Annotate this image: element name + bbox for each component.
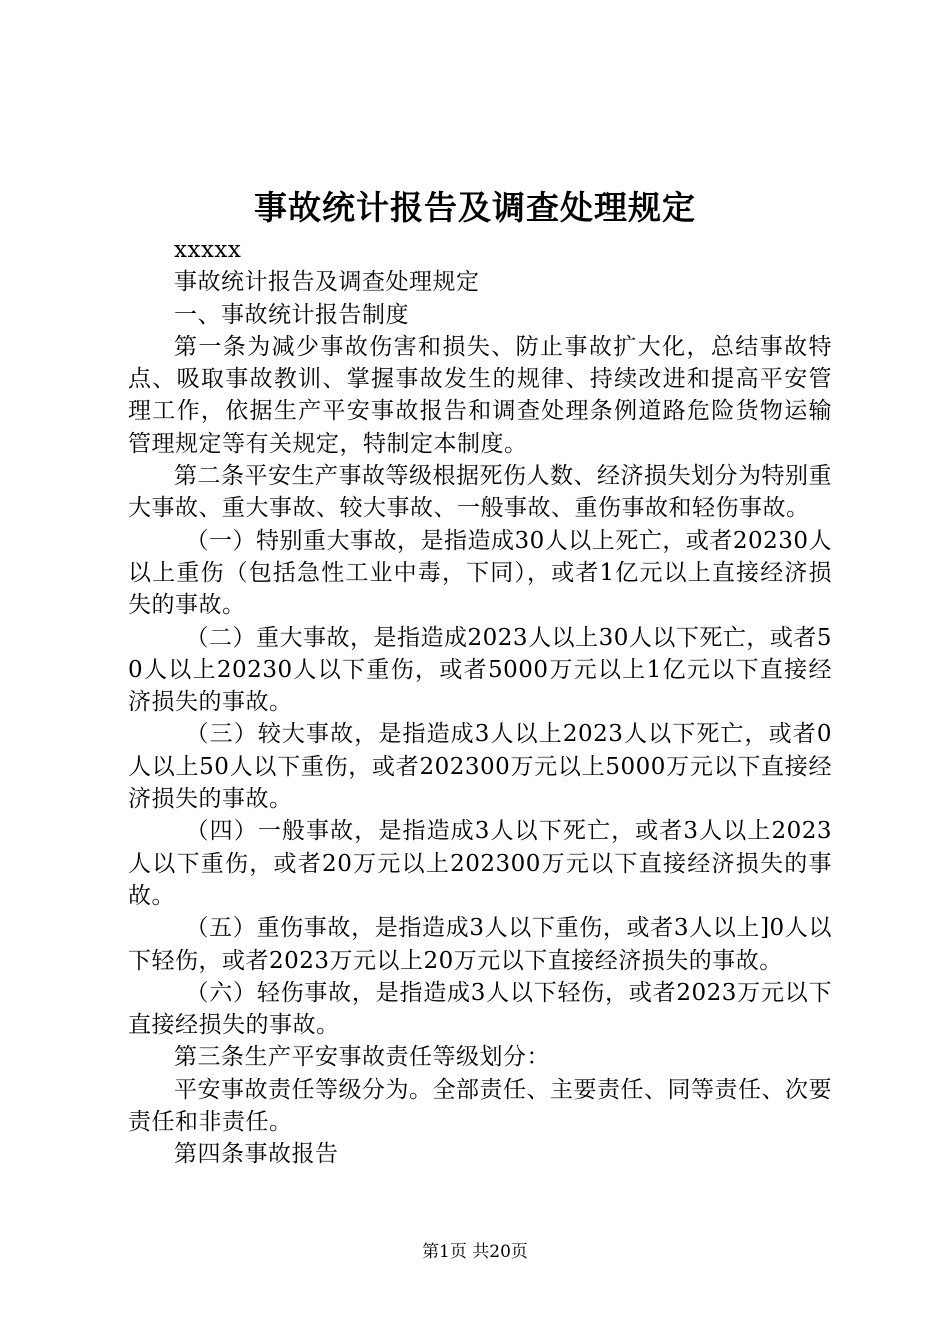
paragraph-item-3: （三）较大事故，是指造成3人以上2023人以下死亡，或者0人以上50人以下重伤，或者202300万元以上5000万元以下直接经济损失的事故。 — [128, 721, 832, 813]
paragraph-item-5: （五）重伤事故，是指造成3人以下重伤，或者3人以上]0人以下轻伤，或者2023万元以上20万元以下直接经济损失的事故。 — [128, 915, 832, 974]
section-heading: 一、事故统计报告制度 — [174, 301, 409, 328]
paragraph-item-1: （一）特别重大事故，是指造成30人以上死亡，或者20230人以上重伤（包括急性工业中毒，下同），或者1亿元以上直接经济损失的事故。 — [128, 527, 832, 619]
paragraph-item-6: （六）轻伤事故，是指造成3人以下轻伤，或者2023万元以下直接经损失的事故。 — [128, 979, 832, 1039]
paragraph-item-2: （二）重大事故，是指造成2023人以上30人以下死亡，或者50人以上20230人以下重伤，或者5000万元以上1亿元以下直接经济损失的事故。 — [128, 624, 832, 716]
paragraph-article-2: 第二条平安生产事故等级根据死伤人数、经济损失划分为特别重大事故、重大事故、较大事故、一般事故、重伤事故和轻伤事故。 — [128, 463, 832, 522]
paragraph-article-4: 第四条事故报告 — [174, 1141, 339, 1168]
paragraph-author: xxxxx — [174, 237, 242, 263]
paragraph-item-4: （四）一般事故，是指造成3人以下死亡，或者3人以上2023人以下重伤，或者20万元以上202300万元以下直接经济损失的事故。 — [128, 818, 832, 909]
paragraph-article-3: 第三条生产平安事故责任等级划分： — [174, 1044, 550, 1071]
page-number-footer: 第1页 共20页 — [422, 1242, 528, 1262]
paragraph-subtitle: 事故统计报告及调查处理规定 — [174, 269, 480, 296]
document-body — [128, 234, 832, 1171]
paragraph-article-1: 第一条为减少事故伤害和损失、防止事故扩大化，总结事故特点、吸取事故教训、掌握事故发生的规律、持续改进和提高平安管理工作，依据生产平安事故报告和调查处理条例道路危险货物运输管理规定等有关规定，特制定本制度。 — [128, 333, 832, 457]
paragraph-responsibility-levels: 平安事故责任等级分为。全部责任、主要责任、同等责任、次要责任和非责任。 — [128, 1076, 832, 1136]
document-title: 事故统计报告及调查处理规定 — [254, 188, 696, 227]
